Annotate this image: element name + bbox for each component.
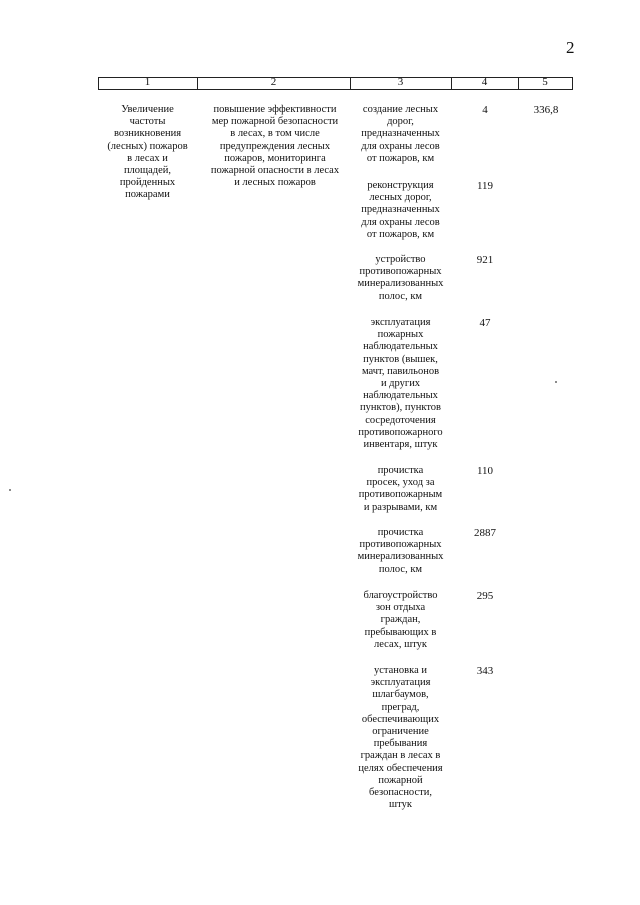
measure-value: 295: [476, 590, 494, 602]
measure-text: устройство противопожарных минерализованных полос, км: [357, 254, 444, 302]
measure-text: прочистка противопожарных минерализованных полос, км: [357, 527, 444, 575]
measure-text: создание лесных дорог, предназначенных для охраны лесов от пожаров, км: [361, 104, 440, 164]
total-value: 336,8: [533, 104, 559, 116]
measure-value: 921: [476, 254, 494, 266]
page-number: 2: [566, 38, 575, 57]
measure-text: прочистка просек, уход за противопожарным и разрывами, км: [358, 465, 443, 513]
measure-value: 4: [482, 104, 488, 116]
scan-speck: [555, 381, 557, 383]
column-header-2: 2: [270, 76, 277, 88]
column-header-5: 5: [542, 76, 548, 88]
column-header-3: 3: [397, 76, 404, 88]
scan-speck: [9, 489, 11, 491]
measure-text: реконструкция лесных дорог, предназначенных для охраны лесов от пожаров, км: [361, 180, 440, 240]
column-header-1: 1: [144, 76, 151, 88]
task-text: повышение эффективности мер пожарной безопасности в лесах, в том числе предупреждения лесных пожаров, мониторинга пожарной опасности в лесах и лесных пожаров: [210, 104, 340, 189]
measure-value: 47: [479, 317, 491, 329]
measure-value: 2887: [474, 527, 496, 539]
measure-text: эксплуатация пожарных наблюдательных пунктов (вышек, мачт, павильонов и других наблюдательных пунктов), пунктов сосредоточения противопожарного инвентаря, штук: [358, 317, 443, 451]
measure-value: 119: [476, 180, 494, 192]
header-bottom-rule: [98, 89, 573, 90]
measure-text: установка и эксплуатация шлагбаумов, преград, обеспечивающих ограничение пребывания граждан в лесах в целях обеспечения пожарной безопасности, штук: [358, 665, 443, 811]
goal-text: Увеличение частоты возникновения (лесных) пожаров в лесах и площадей, пройденных пожарами: [107, 104, 188, 201]
measure-value: 110: [476, 465, 494, 477]
column-header-4: 4: [481, 76, 488, 88]
header-divider: [572, 77, 573, 89]
measure-text: благоустройство зон отдыха граждан, пребывающих в лесах, штук: [363, 590, 438, 650]
measure-value: 343: [476, 665, 494, 677]
